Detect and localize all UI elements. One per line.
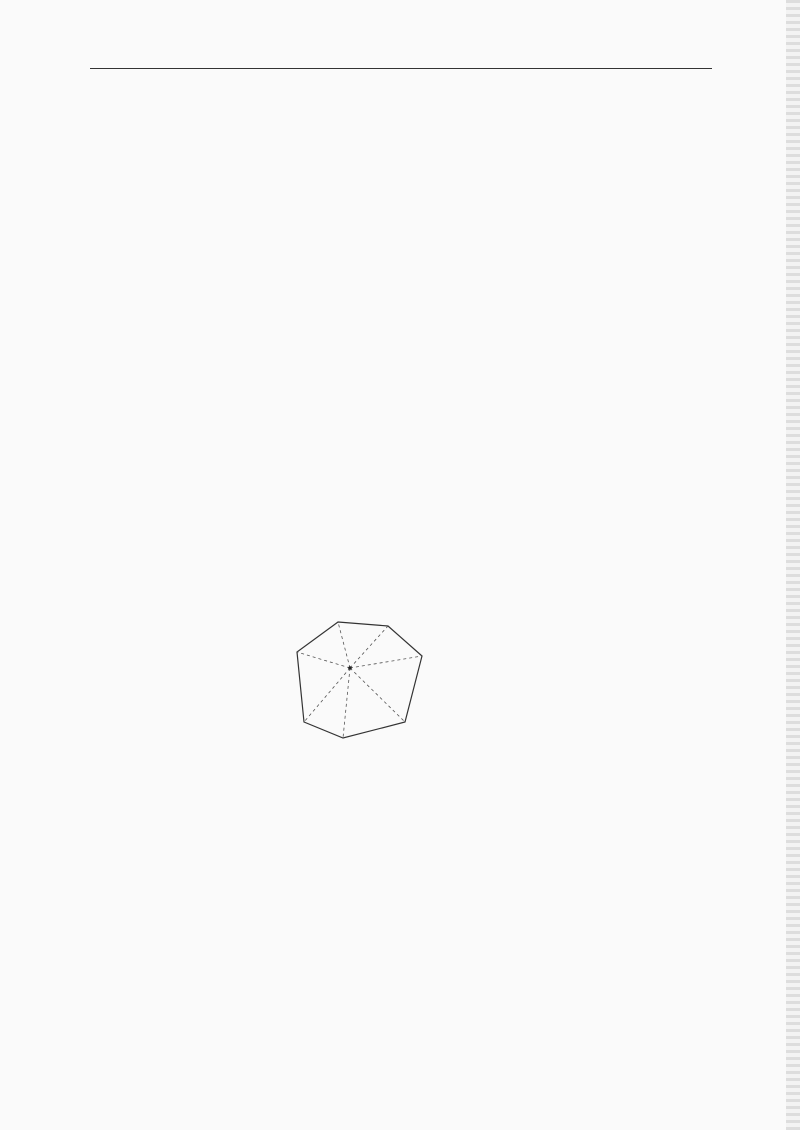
scan-edge <box>786 0 800 1130</box>
page-header <box>90 40 712 69</box>
point-O <box>348 666 352 670</box>
polygon-figure <box>270 604 480 764</box>
segment-OA5 <box>343 668 350 738</box>
page-footer <box>88 1068 714 1092</box>
segment-OAn <box>297 652 350 668</box>
segment-OA2 <box>350 626 388 668</box>
segment-OA6 <box>304 668 350 722</box>
segment-OA1 <box>338 622 350 668</box>
segment-OA4 <box>350 668 405 722</box>
segment-OA3 <box>350 656 422 668</box>
